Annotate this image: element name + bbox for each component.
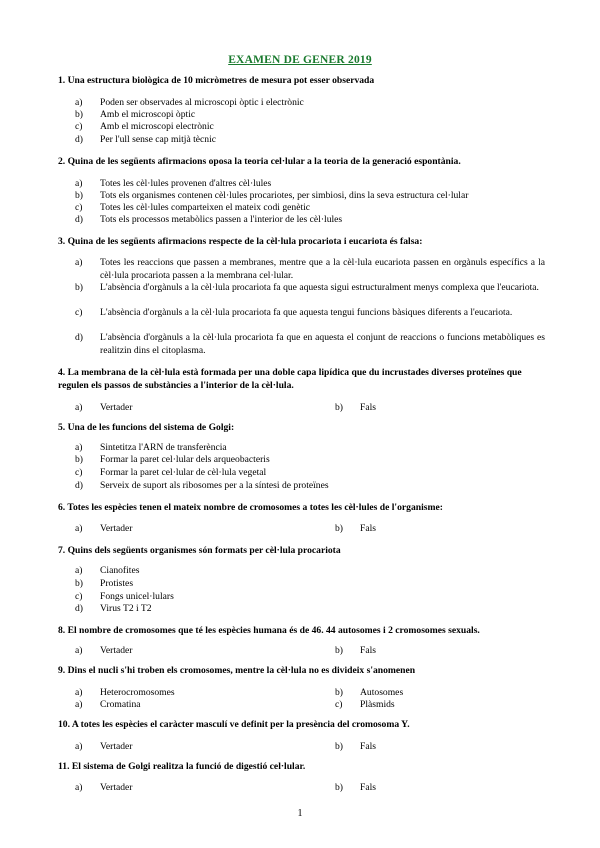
- q5-option-a: [75, 442, 545, 454]
- q3-option-b: [75, 282, 545, 307]
- option-letter: b): [335, 687, 343, 698]
- option-text: Vertader: [100, 741, 133, 752]
- option-letter: a): [75, 645, 83, 656]
- option-letter: a): [75, 523, 83, 534]
- option-letter: b): [75, 109, 83, 120]
- option-letter: d): [75, 214, 83, 225]
- q9-option-c: [335, 699, 535, 711]
- question-10: 10. A totes les espècies el caràcter masculí ve definit per la presència del cromosoma Y.: [58, 719, 410, 730]
- option-text: L'absència d'orgànuls a la cèl·lula procariota fa que aquesta tengui funcions bàsiques diferents a l'eucariota.: [100, 307, 513, 318]
- q10-option-b: [335, 741, 535, 753]
- option-letter: b): [335, 645, 343, 656]
- option-text: Per l'ull sense cap mitjà tècnic: [100, 134, 217, 145]
- option-text: Formar la paret cel·lular de cèl·lula vegetal: [100, 467, 267, 478]
- option-text: Fals: [360, 523, 376, 534]
- option-letter: a): [75, 687, 83, 698]
- q10-option-a: [75, 741, 275, 753]
- q8-option-b: [335, 645, 535, 657]
- option-text: Tots els organismes contenen cèl·lules procariotes, per simbiosi, dins la seva estructura cel·lular: [100, 190, 469, 201]
- option-letter: a): [75, 178, 83, 189]
- question-5: 5. Una de les funcions del sistema de Golgi:: [58, 422, 235, 433]
- q3-option-a: [75, 257, 545, 282]
- option-letter: d): [75, 134, 83, 145]
- option-letter: c): [75, 307, 83, 318]
- option-text: Fals: [360, 782, 376, 793]
- page-number: 1: [297, 808, 303, 819]
- option-letter: c): [75, 591, 83, 602]
- option-letter: a): [75, 97, 83, 108]
- q5-option-c: [75, 467, 545, 479]
- question-6: 6. Totes les espècies tenen el mateix nombre de cromosomes a totes les cèl·lules de l'organisme:: [58, 502, 443, 513]
- option-letter: b): [335, 782, 343, 793]
- q1-option-b: [75, 109, 535, 121]
- option-letter: c): [335, 699, 343, 710]
- option-letter: b): [75, 190, 83, 201]
- question-3: 3. Quina de les següents afirmacions respecte de la cèl·lula procariota i eucariota és falsa:: [58, 236, 423, 247]
- option-text: Fals: [360, 645, 376, 656]
- option-text: Totes les cèl·lules provenen d'altres cèl·lules: [100, 178, 272, 189]
- option-letter: d): [75, 603, 83, 614]
- question-2: 2. Quina de les següents afirmacions oposa la teoria cel·lular a la teoria de la generació espontània.: [58, 156, 461, 167]
- option-text: L'absència d'orgànuls a la cèl·lula procariota fa que aquesta sigui estructuralment menys complexa que l'eucariota.: [100, 282, 539, 293]
- q3-option-c: [75, 307, 545, 332]
- option-letter: b): [335, 523, 343, 534]
- q3-option-d: [75, 332, 545, 357]
- option-text: Vertader: [100, 782, 133, 793]
- option-letter: a): [75, 402, 83, 413]
- q7-option-d: [75, 603, 545, 615]
- option-text: Autosomes: [360, 687, 404, 698]
- option-letter: c): [75, 202, 83, 213]
- q5-option-d: [75, 480, 545, 492]
- option-text: Protistes: [100, 578, 134, 589]
- q9-option-a: [75, 687, 275, 699]
- option-letter: b): [75, 454, 83, 465]
- q7-option-c: [75, 591, 545, 603]
- option-letter: a): [75, 741, 83, 752]
- option-text: Cromatina: [100, 699, 141, 710]
- option-text: Vertader: [100, 523, 133, 534]
- option-text: Vertader: [100, 645, 133, 656]
- option-text: Fongs unicel·lulars: [100, 591, 174, 602]
- q1-option-c: [75, 121, 535, 133]
- q5-option-b: [75, 454, 545, 466]
- option-letter: c): [75, 121, 83, 132]
- option-text: Heterocromosomes: [100, 687, 175, 698]
- question-9: 9. Dins el nucli s'hi troben els cromosomes, mentre la cèl·lula no es divideix s'anomenen: [58, 665, 416, 676]
- option-text: Amb el microscopi electrònic: [100, 121, 214, 132]
- question-8: 8. El nombre de cromosomes que té les espècies humana és de 46. 44 autosomes i 2 cromosomes sexuals.: [58, 625, 480, 636]
- q7-option-a: [75, 565, 545, 577]
- option-letter: a): [75, 782, 83, 793]
- option-text: Formar la paret cel·lular dels arqueobacteris: [100, 454, 270, 465]
- q7-option-b: [75, 578, 545, 590]
- question-7: 7. Quins dels següents organismes són formats per cèl·lula procariota: [58, 545, 341, 556]
- q6-option-b: [335, 523, 535, 535]
- option-letter: d): [75, 480, 83, 491]
- option-text: Amb el microscopi òptic: [100, 109, 196, 120]
- option-letter: a): [75, 699, 83, 710]
- option-letter: d): [75, 332, 83, 343]
- option-text: Poden ser observades al microscopi òptic i electrònic: [100, 97, 304, 108]
- exam-title: EXAMEN DE GENER 2019: [228, 54, 372, 66]
- q4-option-b: [335, 402, 535, 414]
- q2-option-c: [75, 202, 545, 214]
- option-text: Totes les cèl·lules comparteixen el mateix codi genètic: [100, 202, 311, 213]
- option-letter: b): [335, 741, 343, 752]
- q2-option-a: [75, 178, 545, 190]
- option-text: Vertader: [100, 402, 133, 413]
- q2-option-d: [75, 214, 545, 226]
- q4-option-a: [75, 402, 275, 414]
- option-letter: b): [75, 282, 83, 293]
- option-letter: a): [75, 565, 83, 576]
- option-text: Fals: [360, 741, 376, 752]
- q1-option-a: [75, 97, 535, 109]
- q6-option-a: [75, 523, 275, 535]
- option-text: Sintetitza l'ARN de transferència: [100, 442, 227, 453]
- q11-option-b: [335, 782, 535, 794]
- q2-option-b: [75, 190, 545, 202]
- option-text: Serveix de suport als ribosomes per a la síntesi de proteïnes: [100, 480, 329, 491]
- option-text: Totes les reaccions que passen a membranes, mentre que a la cèl·lula eucariota passen en orgànuls específics a la cèl·lula procariota passen a la membrana cel·lular.: [100, 257, 545, 281]
- option-letter: a): [75, 442, 83, 453]
- option-letter: c): [75, 467, 83, 478]
- question-4: 4. La membrana de la cèl·lula està formada per una doble capa lipídica que du incrustades diverses proteïnes que regulen els passos de substàncies a l'interior de la cèl·lula.: [58, 367, 522, 391]
- q8-option-a: [75, 645, 275, 657]
- option-text: Virus T2 i T2: [100, 603, 152, 614]
- option-letter: b): [75, 578, 83, 589]
- option-letter: a): [75, 257, 83, 268]
- q1-option-d: [75, 134, 535, 146]
- question-1: 1. Una estructura biològica de 10 micròmetres de mesura pot esser observada: [58, 75, 375, 86]
- option-text: Fals: [360, 402, 376, 413]
- option-text: L'absència d'orgànuls a la cèl·lula procariota fa que en aquesta el conjunt de reaccions o funcions metabòliques es realitzin dins el citoplasma.: [100, 332, 545, 356]
- question-11: 11. El sistema de Golgi realitza la funció de digestió cel·lular.: [58, 761, 306, 772]
- option-letter: b): [335, 402, 343, 413]
- option-text: Tots els processos metabòlics passen a l'interior de les cèl·lules: [100, 214, 343, 225]
- q9-option-b: [335, 687, 535, 699]
- q11-option-a: [75, 782, 275, 794]
- option-text: Plàsmids: [360, 699, 395, 710]
- q9-option-a2: [75, 699, 275, 711]
- option-text: Cianofites: [100, 565, 140, 576]
